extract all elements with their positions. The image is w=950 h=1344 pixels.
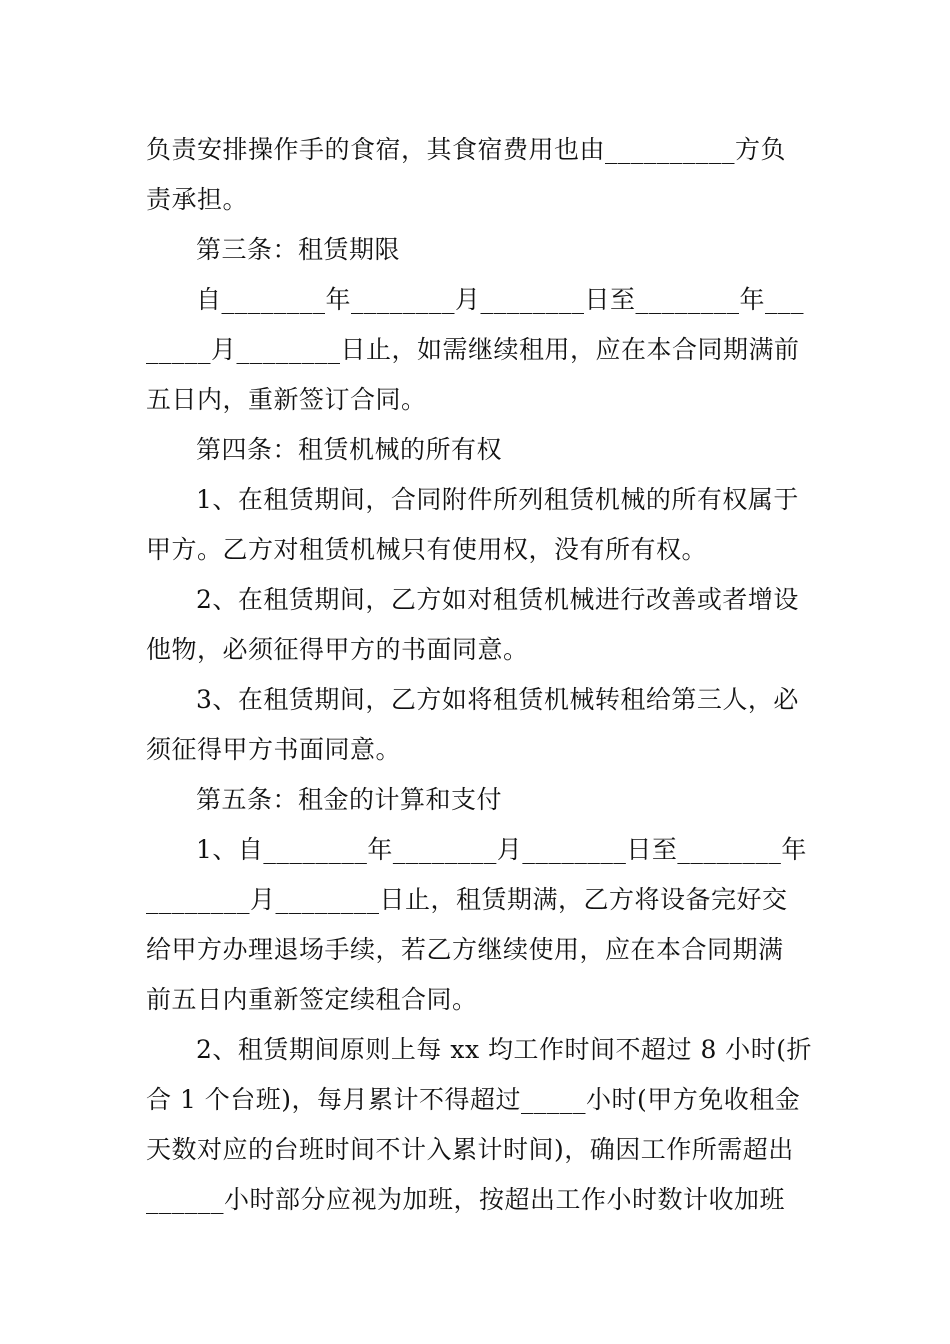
text-line: 甲方。乙方对租赁机械只有使用权，没有所有权。: [146, 535, 708, 564]
text-line: 责承担。: [146, 185, 249, 214]
text-line: 前五日内重新签定续租合同。: [146, 985, 478, 1014]
text-line: 1、自________年________月________日至________年: [196, 835, 807, 864]
text-line: ______小时部分应视为加班，按超出工作小时数计收加班: [146, 1185, 786, 1214]
section-heading: 第四条：租赁机械的所有权: [196, 435, 503, 464]
text-line: 他物，必须征得甲方的书面同意。: [146, 635, 529, 664]
section-heading: 第五条：租金的计算和支付: [196, 785, 503, 814]
section-heading: 第三条：租赁期限: [196, 235, 401, 264]
text-line: 1、在租赁期间，合同附件所列租赁机械的所有权属于: [196, 485, 799, 514]
text-line: 须征得甲方书面同意。: [146, 735, 402, 764]
text-line: 2、租赁期间原则上每 xx 均工作时间不超过 8 小时(折: [196, 1035, 813, 1064]
text-line: 3、在租赁期间，乙方如将租赁机械转租给第三人，必: [196, 685, 799, 714]
text-line: ________月________日止，租赁期满，乙方将设备完好交: [146, 885, 788, 914]
text-line: 合 1 个台班)，每月累计不得超过_____小时(甲方免收租金: [146, 1085, 801, 1114]
text-line: 自________年________月________日至________年___: [196, 285, 805, 314]
text-line: _____月________日止，如需继续租用，应在本合同期满前: [146, 335, 800, 364]
text-line: 负责安排操作手的食宿，其食宿费用也由__________方负: [146, 135, 787, 164]
text-line: 天数对应的台班时间不计入累计时间)，确因工作所需超出: [146, 1135, 794, 1164]
text-line: 五日内，重新签订合同。: [146, 385, 427, 414]
text-line: 2、在租赁期间，乙方如对租赁机械进行改善或者增设: [196, 585, 799, 614]
text-line: 给甲方办理退场手续，若乙方继续使用，应在本合同期满: [146, 935, 784, 964]
